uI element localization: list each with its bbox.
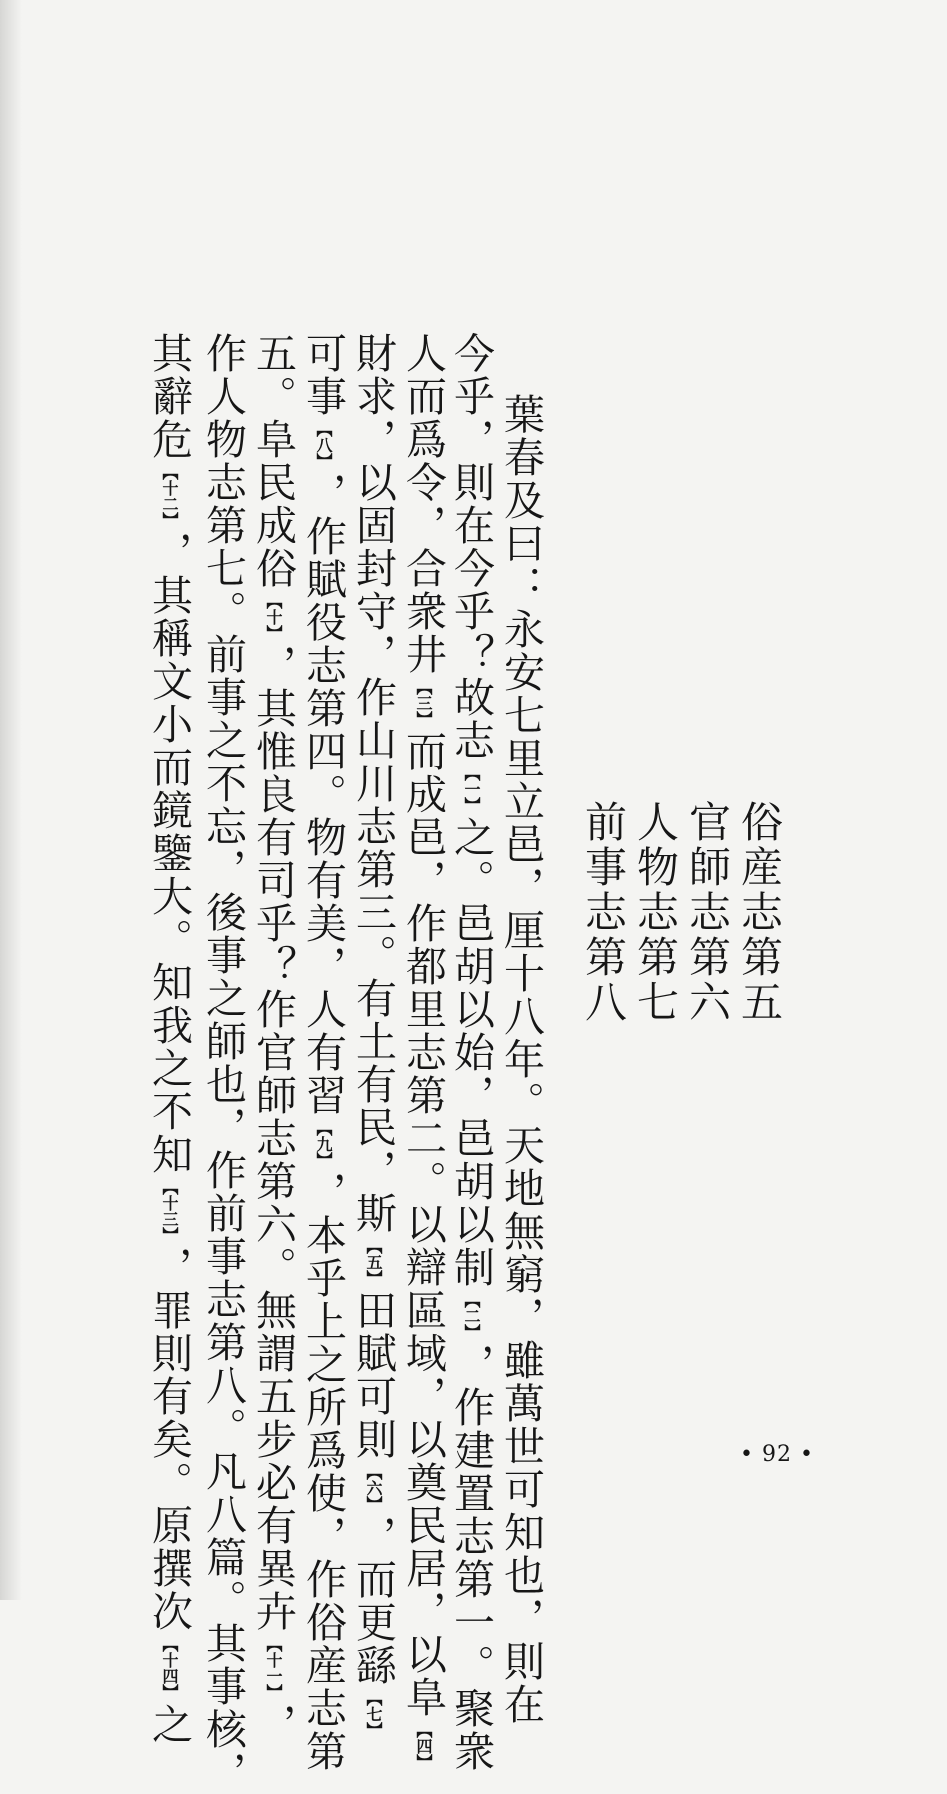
body-column-6 [249, 332, 297, 1746]
body-column-8 [145, 332, 193, 1746]
footnote-marker: 【十二】 [160, 464, 179, 528]
body-column-1 [497, 393, 545, 1726]
page-number: • 92 • [740, 1442, 814, 1467]
text-segment: 田賦可則 [349, 1289, 397, 1461]
body-column-3 [399, 332, 447, 1773]
text-segment: 之。邑胡以始，邑胡以制 [447, 816, 495, 1289]
text-segment: 五。阜民成俗 [249, 332, 297, 590]
text-segment: 而成邑，作都里志第二。以辯區域，以奠民居，以阜 [399, 730, 447, 1719]
text-segment: 葉春及曰：永安七里立邑，厘十八年。天地無窮，雖萬世可知也，則在 [497, 393, 545, 1726]
text-segment: ，而更繇 [349, 1515, 397, 1687]
text-segment: ，本乎上之所爲使，作俗産志第 [299, 1171, 347, 1773]
body-column-5 [299, 332, 347, 1773]
text-segment: 其辭危 [145, 332, 193, 461]
footnote-marker: 【二】 [462, 1292, 481, 1340]
toc-entry-5: 俗産志第五 [735, 800, 784, 1025]
body-column-7 [199, 332, 247, 1794]
footnote-marker: 【十四】 [160, 1636, 179, 1700]
footnote-marker: 【十】 [264, 593, 283, 641]
footnote-marker: 【一】 [462, 765, 481, 813]
text-segment: ，作建置志第一。聚衆 [447, 1343, 495, 1773]
page-edge-shadow [0, 0, 22, 1600]
text-segment: ， [249, 1703, 297, 1746]
footnote-marker: 【七】 [364, 1690, 383, 1738]
body-column-2 [447, 332, 495, 1773]
text-segment: 人而爲令，合衆井 [399, 332, 447, 676]
text-segment: ，其惟良有司乎？作官師志第六。無謂五步必有異卉 [249, 644, 297, 1633]
text-segment: ，罪則有矣。原撰次 [145, 1246, 193, 1633]
text-segment: ，其稱文小而鏡鑒大。知我之不知 [145, 531, 193, 1176]
text-segment: 之 [145, 1703, 193, 1746]
footnote-marker: 【九】 [314, 1120, 333, 1168]
footnote-marker: 【十三】 [160, 1179, 179, 1243]
toc-entry-7: 人物志第七 [631, 800, 680, 1025]
text-segment: 作人物志第七。前事之不忘，後事之師也，作前事志第八。凡八篇。其事核， [199, 332, 247, 1794]
footnote-marker: 【三】 [414, 679, 433, 727]
text-segment: ，作賦役志第四。物有美，人有習 [299, 472, 347, 1117]
footnote-marker: 【四】 [414, 1722, 433, 1770]
text-segment: 今乎，則在今乎？故志 [447, 332, 495, 762]
footnote-marker: 【八】 [314, 421, 333, 469]
text-segment: 可事 [299, 332, 347, 418]
text-segment: 財求，以固封守，作山川志第三。有土有民，斯 [349, 332, 397, 1235]
footnote-marker: 【十一】 [264, 1636, 283, 1700]
footnote-marker: 【六】 [364, 1464, 383, 1512]
body-column-4 [349, 332, 397, 1741]
toc-entry-8: 前事志第八 [579, 800, 628, 1025]
footnote-marker: 【五】 [364, 1238, 383, 1286]
toc-entry-6: 官師志第六 [683, 800, 732, 1025]
